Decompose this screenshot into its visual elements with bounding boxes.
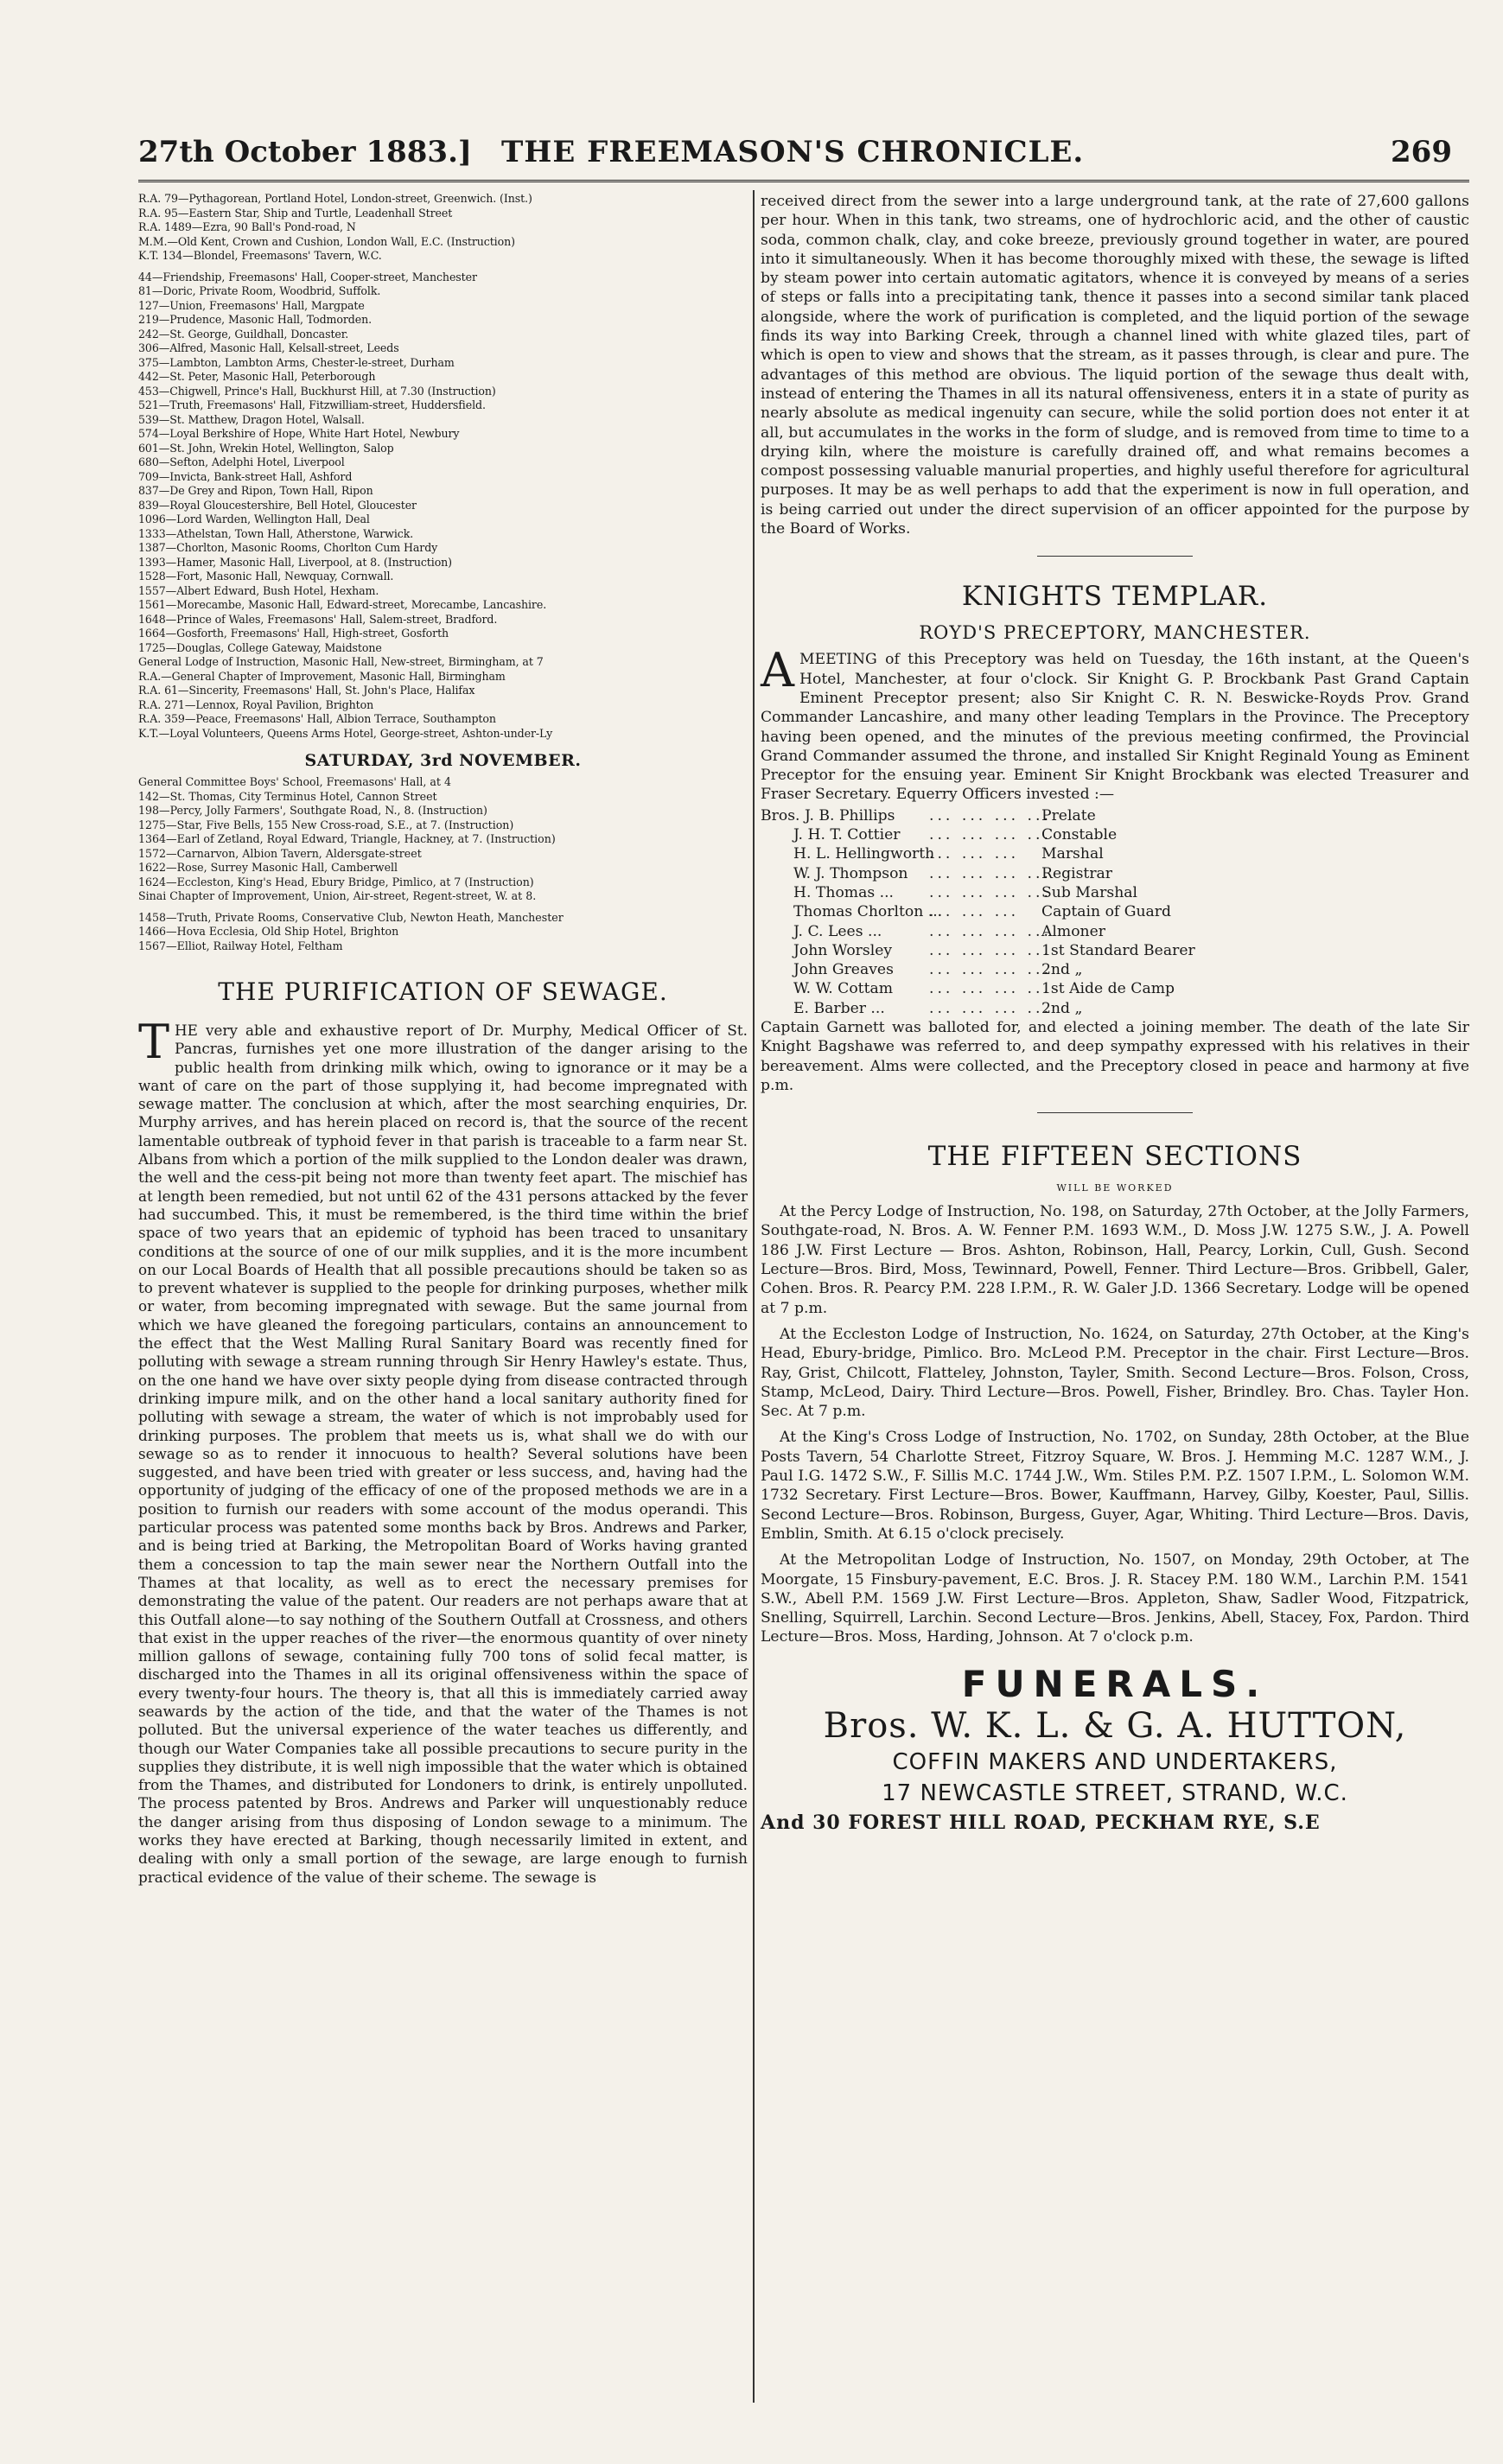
lodge-entry: 375—Lambton, Lambton Arms, Chester-le-street, Durham	[138, 355, 455, 369]
lodge-entry: 709—Invicta, Bank-street Hall, Ashford	[138, 469, 353, 483]
officer-row	[761, 883, 1469, 902]
knights-heading: KNIGHTS TEMPLAR.	[961, 581, 1269, 613]
lodge-entry: R.A.—General Chapter of Improvement, Masonic Hall, Birmingham	[138, 669, 506, 683]
header-rule	[138, 180, 1469, 182]
leader-dots: ... ... ... ...	[929, 941, 1052, 959]
leader-dots: ... ... ... ...	[929, 980, 1052, 998]
lodge-entry: R.A. 271—Lennox, Royal Pavilion, Brighton	[138, 697, 374, 711]
lodge-entry: R.A. 359—Peace, Freemasons' Hall, Albion Terrace, Southampton	[138, 712, 496, 725]
saturday-entry: 1572—Carnarvon, Albion Tavern, Aldersgate-street	[138, 846, 422, 860]
officer-name: H. L. Hellingworth	[793, 845, 935, 863]
lodge-entry: 1725—Douglas, College Gateway, Maidstone	[138, 640, 382, 654]
lodge-entry: 453—Chigwell, Prince's Hall, Buckhurst Hill, at 7.30 (Instruction)	[138, 384, 496, 398]
officer-row	[761, 902, 1469, 921]
leader-dots: ... ... ... ...	[929, 999, 1052, 1017]
lodge-entry: 839—Royal Gloucestershire, Bell Hotel, Gloucester	[138, 498, 417, 512]
masthead-title: THE FREEMASON'S CHRONICLE.	[501, 135, 1085, 169]
officer-row	[761, 979, 1469, 998]
lodge-entry: 837—De Grey and Ripon, Town Hall, Ripon	[138, 484, 373, 497]
saturday-entry: 1567—Elliot, Railway Hotel, Feltham	[138, 939, 343, 952]
officer-row	[761, 941, 1469, 960]
saturday-entry: 142—St. Thomas, City Terminus Hotel, Cannon Street	[138, 789, 437, 803]
officer-name: W. W. Cottam	[793, 980, 894, 998]
sections-heading: THE FIFTEEN SECTIONS	[927, 1141, 1302, 1173]
officer-name: Thomas Chorlton ...	[793, 903, 943, 921]
section-rule	[1037, 556, 1193, 557]
section-paragraph: At the Metropolitan Lodge of Instruction, No. 1507, on Monday, 29th October, at The Moorgate, 15 Finsbury-pavement, E.C. Bros. J. R. Stacey P.M. 180 W.M., Larchin P.M. 1541 S.W., Abell P.M. 1569 J.W. First Lecture—Bros. Appleton, Shaw, Sadler Wood, Fitzpatrick, Snelling, Squirrell, Larchin. Second Lecture—Bros. Jenkins, Abell, Stacey, Fox, Pardon. Third Lecture—Bros. Moss, Harding, Johnson. At 7 o'clock p.m.	[761, 1551, 1469, 1646]
lodge-entry: General Lodge of Instruction, Masonic Hall, New-street, Birmingham, at 7	[138, 655, 544, 668]
saturday-entry: Sinai Chapter of Improvement, Union, Air-street, Regent-street, W. at 8.	[138, 889, 537, 902]
lodge-entry: 219—Prudence, Masonic Hall, Todmorden.	[138, 313, 373, 326]
saturday-entry: 1275—Star, Five Bells, 155 New Cross-road, S.E., at 7. (Instruction)	[138, 818, 514, 831]
officer-name: E. Barber ...	[793, 999, 885, 1017]
saturday-meetings-list	[138, 775, 748, 953]
knights-closing: Captain Garnett was balloted for, and elected a joining member. The death of the late Sir Knight Bagshawe was referred to, and deep sympathy expressed with his relatives in their bereavement. Alms were collected, and the Preceptory closed in peace and harmony at five p.m.	[761, 1018, 1469, 1094]
leader-dots: ... ... ... ...	[929, 883, 1052, 901]
sewage-article-text: HE very able and exhaustive report of Dr. Murphy, Medical Officer of St. Pancras, furnishes yet one more illustration of the danger arising to the public health from drinking milk which, owing to ignorance or it may be a want of care on the part of those supplying it, had become impregnated with sewage matter. The conclusion at which, after the most searching enquiries, Dr. Murphy arrives, and has herein placed on record is, that the source of the recent lamentable outbreak of typhoid fever in that parish is traceable to a farm near St. Albans from which a portion of the milk supplied to the London dealer was drawn, the well and the cess-pit being not more than twenty feet apart. The mischief has at length been remedied, but not until 62 of the 431 persons attacked by the fever had succumbed. This, it must be remembered, is the third time within the brief space of two years that an epidemic of typhoid has been traced to unsanitary conditions at the source of one of our milk supplies, and it is the more incumbent on our Local Boards of Health that all possible precautions should be taken so as to prevent whatever is supplied to the people for drinking purposes, whether milk or water, from becoming impregnated with sewage. But the same journal from which we have gleaned the foregoing particulars, contains an announcement to the effect that the West Malling Rural Sanitary Board was recently fined for polluting with sewage a stream running through Sir Henry Hawley's estate. Thus, on the one hand we have over sixty people dying from disease contracted through drinking impure milk, and on the other hand a local sanitary authority fined for polluting with sewage a stream, the water of which is not improbably used for drinking purposes. The problem that meets us is, what shall we do with our sewage so as to render it innocuous to health? Several solutions have been suggested, and have been tried with greater or less success, and, having had the opportunity of judging of the efficacy of one of the proposed methods we are in a position to furnish our readers with some account of the modus operandi. This particular process was patented some months back by Bros. Andrews and Parker, and is being tried at Barking, the Metropolitan Board of Works having granted them a concession to tap the main sewer near the Northern Outfall into the Thames at that locality, as well as to erect the necessary premises for demonstrating the value of the patent. Our readers are not perhaps aware that at this Outfall alone—to say nothing of the Southern Outfall at Crossness, and others that exist in the upper reaches of the river—the enormous quantity of over ninety million gallons of sewage, containing fully 700 tons of solid fecal matter, is discharged into the Thames in all its original offensiveness within the space of every twenty-four hours. The theory is, that all this is immediately carried away seawards by the action of the tide, and that the water of the Thames is not polluted. But the universal experience of the water teaches us differently, and though our Water Companies take all possible precautions to secure purity in the supplies they distribute, it is well nigh impossible that the water which is obtained from the Thames, and distributed for Londoners to drink, is entirely unpolluted. The process patented by Bros. Andrews and Parker will unquestionably reduce the danger arising from thus disposing of London sewage to a minimum. The works they have erected at Barking, though necessarily limited in extent, and dealing with only a small portion of the sewage, are large enough to furnish practical evidence of the value of their scheme. The sewage is	[138, 1022, 748, 1886]
page-number: 269	[1391, 135, 1452, 169]
officer-office: Almoner	[1041, 922, 1106, 940]
knights-article	[761, 643, 1469, 804]
column-divider	[753, 190, 755, 2403]
lodge-entry: 521—Truth, Freemasons' Hall, Fitzwilliam-street, Huddersfield.	[138, 398, 486, 411]
lodge-entry: 81—Doric, Private Room, Woodbrid, Suffolk.	[138, 284, 381, 297]
officer-office: Marshal	[1041, 845, 1104, 863]
left-column	[138, 192, 748, 1887]
advert-trade: COFFIN MAKERS AND UNDERTAKERS,	[892, 1748, 1338, 1775]
leader-dots: ... ... ... ...	[929, 922, 1052, 940]
officer-office: Captain of Guard	[1041, 903, 1172, 921]
advert-address-2: And 30 FOREST HILL ROAD, PECKHAM RYE, S.E	[761, 1811, 1321, 1834]
saturday-entry	[138, 904, 748, 911]
lodge-entry: 1393—Hamer, Masonic Hall, Liverpool, at 8. (Instruction)	[138, 555, 453, 569]
officer-row	[761, 960, 1469, 979]
lodge-entry: 442—St. Peter, Masonic Hall, Peterborough	[138, 370, 376, 383]
officer-name: John Worsley	[793, 941, 893, 959]
officer-office: Prelate	[1041, 806, 1096, 825]
lodge-entry: R.A. 61—Sincerity, Freemasons' Hall, St. John's Place, Halifax	[138, 684, 475, 697]
sections-list	[761, 1202, 1469, 1647]
officer-office: 2nd „	[1041, 999, 1083, 1017]
leader-dots: ... ... ...	[929, 845, 1020, 863]
sections-subheading: WILL BE WORKED	[1056, 1182, 1174, 1194]
officer-row	[761, 844, 1469, 863]
saturday-entry: 198—Percy, Jolly Farmers', Southgate Road, N., 8. (Instruction)	[138, 804, 487, 817]
sewage-heading: THE PURIFICATION OF SEWAGE.	[218, 977, 668, 1006]
officer-office: Constable	[1041, 826, 1118, 844]
lodge-entry	[138, 264, 748, 271]
lodge-entry: 680—Sefton, Adelphi Hotel, Liverpool	[138, 455, 345, 468]
lodge-entry: 44—Friendship, Freemasons' Hall, Cooper-street, Manchester	[138, 270, 477, 283]
lodge-entry: 1648—Prince of Wales, Freemasons' Hall, Salem-street, Bradford.	[138, 612, 498, 626]
lodge-meetings-list	[138, 192, 748, 741]
leader-dots: ... ... ... ...	[929, 864, 1052, 882]
advert-firm: Bros. W. K. L. & G. A. HUTTON,	[823, 1705, 1407, 1746]
leader-dots: ... ... ...	[929, 903, 1020, 921]
officer-name: W. J. Thompson	[793, 864, 908, 882]
officer-row	[761, 922, 1469, 941]
officer-row	[761, 825, 1469, 844]
lodge-entry: 601—St. John, Wrekin Hotel, Wellington, Salop	[138, 441, 394, 455]
officer-office: Sub Marshal	[1041, 883, 1138, 901]
lodge-entry: 1528—Fort, Masonic Hall, Newquay, Cornwall.	[138, 570, 394, 583]
lodge-entry: M.M.—Old Kent, Crown and Cushion, London Wall, E.C. (Instruction)	[138, 234, 515, 248]
section-paragraph: At the Percy Lodge of Instruction, No. 198, on Saturday, 27th October, at the Jolly Farmers, Southgate-road, N. Bros. A. W. Fenner P.M. 1693 W.M., D. Moss J.W. 1275 S.W., J. A. Powell 186 J.W. First Lecture — Bros. Ashton, Robinson, Hall, Pearcy, Lorkin, Cull, Gush. Second Lecture—Bros. Bird, Moss, Tewinnard, Powell, Fenner. Third Lecture—Bros. Gribbell, Galer, Cohen. Bros. R. Pearcy P.M. 228 I.P.M., R. W. Galer J.D. 1366 Secretary. Lodge will be opened at 7 p.m.	[761, 1203, 1469, 1317]
saturday-entry: 1364—Earl of Zetland, Royal Edward, Triangle, Hackney, at 7. (Instruction)	[138, 832, 556, 845]
lodge-entry: 574—Loyal Berkshire of Hope, White Hart Hotel, Newbury	[138, 427, 460, 440]
officer-row	[761, 999, 1469, 1018]
officer-row	[761, 806, 1469, 825]
advert-address-1: 17 NEWCASTLE STREET, STRAND, W.C.	[882, 1780, 1348, 1806]
lodge-entry: 242—St. George, Guildhall, Doncaster.	[138, 327, 349, 341]
leader-dots: ... ... ... ...	[929, 826, 1052, 844]
lodge-entry: 1096—Lord Warden, Wellington Hall, Deal	[138, 513, 370, 525]
sewage-dropcap: T	[138, 1015, 170, 1069]
lodge-entry: 1561—Morecambe, Masonic Hall, Edward-street, Morecambe, Lancashire.	[138, 598, 547, 611]
saturday-entry: 1622—Rose, Surrey Masonic Hall, Camberwell	[138, 861, 398, 874]
lodge-entry: 1387—Chorlton, Masonic Rooms, Chorlton Cum Hardy	[138, 541, 438, 554]
officer-office: 1st Standard Bearer	[1041, 941, 1195, 959]
funerals-advert	[761, 1663, 1469, 1837]
sewage-article	[138, 1015, 748, 1887]
lodge-entry: 1557—Albert Edward, Bush Hotel, Hexham.	[138, 583, 379, 597]
lodge-entry: R.A. 79—Pythagorean, Portland Hotel, London-street, Greenwich. (Inst.)	[138, 192, 532, 205]
saturday-entry: 1466—Hova Ecclesia, Old Ship Hotel, Brighton	[138, 925, 399, 938]
officers-table	[761, 806, 1469, 1018]
knights-subheading: ROYD'S PRECEPTORY, MANCHESTER.	[919, 622, 1311, 644]
officer-office: 2nd „	[1041, 961, 1083, 979]
lodge-entry: 1333—Athelstan, Town Hall, Atherstone, Warwick.	[138, 526, 414, 540]
lodge-entry: K.T. 134—Blondel, Freemasons' Tavern, W.C.	[138, 249, 382, 262]
right-column	[761, 192, 1469, 1837]
officer-office: 1st Aide de Camp	[1041, 980, 1175, 998]
page-header	[138, 130, 1469, 176]
lodge-entry: K.T.—Loyal Volunteers, Queens Arms Hotel, George-street, Ashton-under-Ly	[138, 726, 553, 740]
lodge-entry: 127—Union, Freemasons' Hall, Margpate	[138, 298, 365, 312]
lodge-entry: 1664—Gosforth, Freemasons' Hall, High-street, Gosforth	[138, 627, 449, 640]
lodge-entry: 306—Alfred, Masonic Hall, Kelsall-street, Leeds	[138, 341, 399, 354]
section-paragraph: At the Eccleston Lodge of Instruction, No. 1624, on Saturday, 27th October, at the King's Head, Ebury-bridge, Pimlico. Bro. McLeod P.M. Preceptor in the chair. First Lecture—Bros. Ray, Grist, Chilcott, Flatteley, Johnston, Tayler, Smith. Second Lecture—Bros. Folson, Cross, Stamp, McLeod, Dairy. Third Lecture—Bros. Powell, Fisher, Brindley. Bro. Chas. Tayler Hon. Sec. At 7 p.m.	[761, 1325, 1469, 1421]
officer-name: J. C. Lees ...	[793, 922, 882, 940]
officer-name: Bros. J. B. Phillips	[761, 806, 895, 825]
officer-name: J. H. T. Cottier	[793, 826, 901, 844]
saturday-entry: 1624—Eccleston, King's Head, Ebury Bridge, Pimlico, at 7 (Instruction)	[138, 875, 534, 888]
issue-date: 27th October 1883.]	[138, 135, 472, 169]
saturday-entry: 1458—Truth, Private Rooms, Conservative Club, Newton Heath, Manchester	[138, 910, 564, 924]
saturday-heading: SATURDAY, 3rd NOVEMBER.	[304, 751, 582, 770]
knights-article-text: MEETING of this Preceptory was held on Tuesday, the 16th instant, at the Queen's Hotel, Manchester, at four o'clock. Sir Knight G. P. Brockbank Past Grand Captain Eminent Preceptor present; also Sir Knight C. R. N. Beswicke-Royds Prov. Grand Commander Lancashire, and many other leading Templars in the Province. The Preceptory having been opened, and the minutes of the previous meeting confirmed, the Provincial Grand Commander assumed the throne, and installed Sir Knight Reginald Young as Eminent Preceptor for the ensuing year. Eminent Sir Knight Brockbank was elected Treasurer and Fraser Secretary. Equerry Officers invested :—	[761, 651, 1469, 804]
saturday-entry: General Committee Boys' School, Freemasons' Hall, at 4	[138, 775, 452, 788]
section-rule	[1037, 1112, 1193, 1113]
sewage-article-continued: received direct from the sewer into a large underground tank, at the rate of 27,600 gallons per hour. When in this tank, two streams, one of hydrochloric acid, and the other of caustic soda, common chalk, clay, and coke breeze, previously ground together in water, are poured into it simultaneously. When it has become thoroughly mixed with these, the sewage is lifted by steam power into certain automatic agitators, whence it is conveyed by means of a series of steps or falls into a precipitating tank, thence it passes into a second similar tank placed alongside, where the work of purification is completed, and the liquid portion of the sewage finds its way into Barking Creek, through a channel lined with white glazed tiles, part of which is open to view and shows that the stream, as it passes through, is clear and pure. The advantages of this method are obvious. The liquid portion of the sewage thus dealt with, instead of entering the Thames in all its natural offensiveness, enters it in a state of purity as nearly absolute as medical ingenuity can secure, while the solid portion does not enter it at all, but accumulates in the works in the form of sludge, and is removed from time to time to a drying kiln, where the moisture is carefully drained off, and what remains becomes a compost possessing valuable manurial properties, and highly useful therefore for agricultural purposes. It may be as well perhaps to add that the experiment is now in full operation, and is being carried out under the direct supervision of an officer appointed for the purpose by the Board of Works.	[761, 193, 1469, 538]
officer-name: John Greaves	[793, 961, 894, 979]
lodge-entry: 539—St. Matthew, Dragon Hotel, Walsall.	[138, 412, 365, 426]
lodge-entry: R.A. 1489—Ezra, 90 Ball's Pond-road, N	[138, 220, 356, 233]
officer-name: H. Thomas ...	[793, 883, 895, 901]
officer-row	[761, 864, 1469, 883]
officer-office: Registrar	[1041, 864, 1113, 882]
section-paragraph: At the King's Cross Lodge of Instruction, No. 1702, on Sunday, 28th October, at the Blue Posts Tavern, 54 Charlotte Street, Fitzroy Square, W. Bros. J. Hemming M.C. 1287 W.M., J. Paul I.G. 1472 S.W., F. Sillis M.C. 1744 J.W., Wm. Stiles P.M. P.Z. 1507 I.P.M., L. Solomon W.M. 1732 Secretary. First Lecture—Bros. Bower, Kauffmann, Harvey, Gilby, Koester, Paul, Sillis. Second Lecture—Bros. Robinson, Burgess, Guyer, Agar, Whiting. Third Lecture—Bros. Davis, Emblin, Smith. At 6.15 o'clock precisely.	[761, 1429, 1469, 1543]
leader-dots: ... ... ... ...	[929, 961, 1052, 979]
lodge-entry: R.A. 95—Eastern Star, Ship and Turtle, Leadenhall Street	[138, 206, 453, 220]
leader-dots: ... ... ... ...	[929, 806, 1052, 825]
knights-dropcap: A	[761, 643, 794, 698]
advert-title: FUNERALS.	[961, 1662, 1269, 1705]
